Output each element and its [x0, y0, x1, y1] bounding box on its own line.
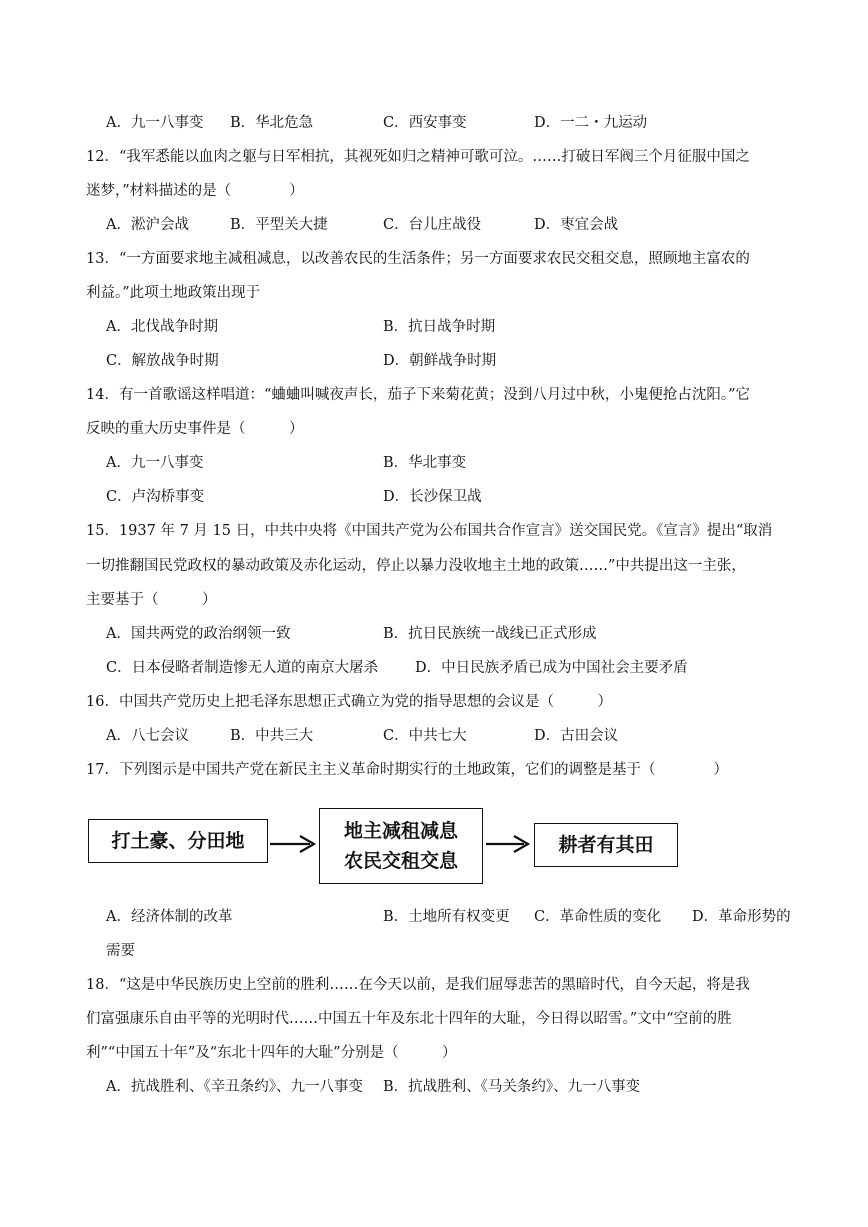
q16-option-d[interactable]: D．古田会议 — [534, 728, 619, 744]
q14-stem-line2: 反映的重大历史事件是（ ） — [86, 421, 304, 437]
q17-option-c[interactable]: C．革命性质的变化 — [534, 909, 662, 925]
q12-option-a[interactable]: A．淞沪会战 — [106, 217, 189, 233]
q12-option-b[interactable]: B．平型关大捷 — [230, 217, 328, 233]
q17-stem-line1: 17．下列图示是中国共产党在新民主主义革命时期实行的土地政策，它们的调整是基于（ ） — [86, 762, 728, 778]
q15-option-a[interactable]: A．国共两党的政治纲领一致 — [106, 626, 291, 642]
q18-stem-line2: 们富强康乐自由平等的光明时代……中国五十年及东北十四年的大耻，今日得以昭雪。”文中“空前的胜 — [86, 1011, 732, 1027]
arrow-right-icon — [484, 832, 534, 856]
diagram-box-1-label: 打土豪、分田地 — [111, 830, 245, 852]
q12-stem-line1: 12．“我军悉能以血肉之躯与日军相抗，其视死如归之精神可歌可泣。……打破日军阀三个月征服中国之 — [86, 149, 750, 165]
q11-option-d[interactable]: D．一二・九运动 — [534, 115, 648, 131]
q18-option-a[interactable]: A．抗战胜利、《辛丑条约》、九一八事变 — [106, 1079, 363, 1095]
q14-option-b[interactable]: B．华北事变 — [383, 455, 467, 471]
q15-stem-line1: 15．1937 年 7 月 15 日，中共中央将《中国共产党为公布国共合作宣言》送交国民党。《宣言》提出“取消 — [86, 523, 773, 539]
q14-option-d[interactable]: D．长沙保卫战 — [383, 489, 482, 505]
q12-option-d[interactable]: D．枣宜会战 — [534, 217, 619, 233]
q15-option-b[interactable]: B．抗日民族统一战线已正式形成 — [383, 626, 597, 642]
q18-stem-line1: 18．“这是中华民族历史上空前的胜利……在今天以前，是我们屈辱悲苦的黑暗时代，自今天起，将是我 — [86, 977, 750, 993]
diagram-box-2-line2: 农民交租交息 — [343, 850, 458, 872]
q16-option-b[interactable]: B．中共三大 — [230, 728, 314, 744]
q13-option-c[interactable]: C．解放战争时期 — [106, 353, 219, 369]
q15-option-c[interactable]: C．日本侵略者制造惨无人道的南京大屠杀 — [106, 660, 379, 676]
q17-option-d[interactable]: D．革命形势的 — [692, 909, 791, 925]
diagram-box-2-line1: 地主减租减息 — [343, 820, 458, 842]
diagram-box-1 — [88, 819, 268, 863]
diagram-box-3 — [534, 823, 678, 867]
arrow-right-icon — [268, 832, 320, 856]
q13-option-d[interactable]: D．朝鲜战争时期 — [383, 353, 497, 369]
q17-option-b[interactable]: B．土地所有权变更 — [383, 909, 510, 925]
q16-stem-line1: 16．中国共产党历史上把毛泽东思想正式确立为党的指导思想的会议是（ ） — [86, 694, 612, 710]
q18-stem-line3: 利”“中国五十年”及“东北十四年的大耻”分别是（ ） — [86, 1045, 457, 1061]
q15-stem-line3: 主要基于（ ） — [86, 592, 217, 608]
q11-option-c[interactable]: C．西安事变 — [383, 115, 467, 131]
q15-stem-line2: 一切推翻国民党政权的暴动政策及赤化运动，停止以暴力没收地主土地的政策……”中共提出这一主张， — [86, 558, 746, 574]
q12-stem-line2: 迷梦，”材料描述的是（ ） — [86, 183, 304, 199]
q15-option-d[interactable]: D．中日民族矛盾已成为中国社会主要矛盾 — [415, 660, 688, 676]
q11-option-a[interactable]: A．九一八事变 — [106, 115, 204, 131]
diagram-box-2 — [319, 808, 483, 884]
q13-option-a[interactable]: A．北伐战争时期 — [106, 319, 218, 335]
q13-stem-line2: 利益。”此项土地政策出现于 — [86, 285, 261, 301]
q14-option-a[interactable]: A．九一八事变 — [106, 455, 204, 471]
q14-stem-line1: 14．有一首歌谣这样唱道：“蛐蛐叫喊夜声长，茄子下来菊花黄；没到八月过中秋，小鬼便抢占沈阳。”它 — [86, 387, 751, 403]
q13-option-b[interactable]: B．抗日战争时期 — [383, 319, 496, 335]
q13-stem-line1: 13．“一方面要求地主减租减息，以改善农民的生活条件；另一方面要求农民交租交息，照顾地主富农的 — [86, 251, 750, 267]
diagram-box-3-label: 耕者有其田 — [558, 834, 654, 856]
q11-option-b[interactable]: B．华北危急 — [230, 115, 314, 131]
q12-option-c[interactable]: C．台儿庄战役 — [383, 217, 482, 233]
q16-option-c[interactable]: C．中共七大 — [383, 728, 467, 744]
q14-option-c[interactable]: C．卢沟桥事变 — [106, 489, 205, 505]
q17-option-a[interactable]: A．经济体制的改革 — [106, 909, 233, 925]
q18-option-b[interactable]: B．抗战胜利、《马关条约》、九一八事变 — [383, 1079, 641, 1095]
q16-option-a[interactable]: A．八七会议 — [106, 728, 189, 744]
q17-option-d-wrap[interactable]: 需要 — [106, 943, 135, 959]
